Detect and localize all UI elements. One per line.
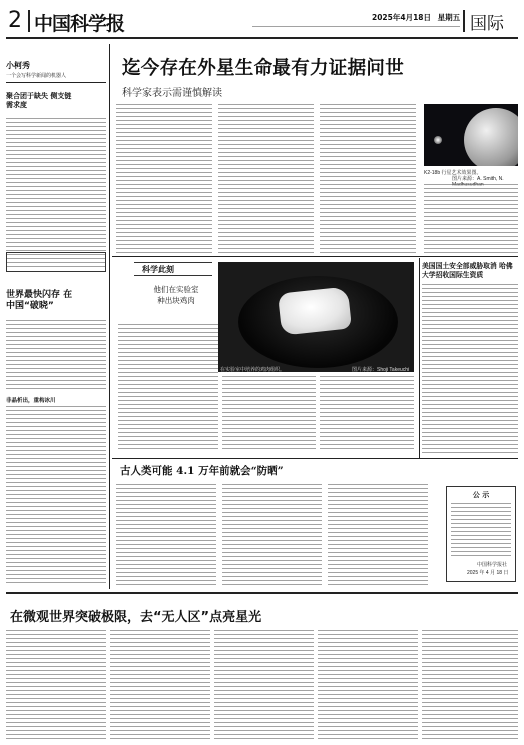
lead-body-col bbox=[116, 104, 212, 254]
sidebar bbox=[6, 44, 106, 589]
feature-body-col bbox=[222, 376, 316, 452]
story2-body-col bbox=[116, 484, 216, 586]
star-image bbox=[434, 136, 442, 144]
page-number: 2 bbox=[8, 8, 22, 33]
story2-top-rule bbox=[112, 458, 518, 459]
bottom-body-col bbox=[110, 630, 210, 740]
bottom-story bbox=[6, 596, 518, 742]
weekday: 星期五 bbox=[437, 13, 461, 22]
photo-caption: 在实验室中培养的鸡肉组织。 bbox=[220, 367, 286, 373]
feature-headline-line: 他们在实验室 bbox=[153, 285, 199, 294]
feature-headline bbox=[136, 284, 216, 306]
story2 bbox=[112, 460, 442, 588]
bottom-body-col bbox=[318, 630, 418, 740]
masthead-contact-line bbox=[252, 26, 460, 30]
notice-body bbox=[451, 503, 511, 557]
sidebar-story-headline: 世界最快闪存 在中国“破晓” bbox=[6, 290, 73, 311]
sidebar-rule bbox=[6, 82, 106, 83]
story2-body-col bbox=[328, 484, 428, 586]
feature-kicker: 科学此刻 bbox=[142, 265, 174, 274]
meat-image bbox=[278, 286, 352, 335]
right-story-headline: 美国国土安全部威胁取消 哈佛大学招收国际生资质 bbox=[422, 262, 513, 279]
feature-body-col bbox=[118, 324, 218, 452]
photo-credit: 图片来源：Shoji Takeuchi bbox=[352, 367, 410, 373]
story2-body-col bbox=[222, 484, 322, 586]
lead-story bbox=[112, 44, 518, 256]
lead-body-col bbox=[320, 104, 416, 254]
masthead bbox=[0, 0, 524, 40]
masthead-divider bbox=[28, 10, 30, 32]
right-story-body bbox=[422, 284, 518, 454]
ad-box bbox=[6, 252, 106, 272]
feature-kicker-box bbox=[134, 262, 212, 276]
notice-footer: 中国科学报社 bbox=[477, 562, 508, 568]
sidebar-story-body bbox=[6, 320, 106, 392]
lead-headline: 迄今存在外星生命最有力证据问世 bbox=[122, 58, 405, 79]
right-story bbox=[422, 258, 518, 458]
notice-title: 公 示 bbox=[472, 491, 490, 499]
section-divider bbox=[463, 10, 465, 32]
bottom-body-col bbox=[6, 630, 106, 740]
feature-headline-line: 种出块鸡肉 bbox=[157, 296, 195, 305]
notice-date: 2025 年 4 月 18 日 bbox=[467, 570, 509, 576]
masthead-rule bbox=[6, 37, 518, 39]
sidebar-column-rule bbox=[109, 44, 110, 589]
bottom-body-col bbox=[214, 630, 314, 740]
bottom-top-rule bbox=[6, 592, 518, 594]
newspaper-title: 中国科学报 bbox=[34, 13, 125, 35]
feature-story bbox=[112, 258, 416, 454]
right-column-rule bbox=[419, 258, 420, 458]
lead-subhead: 科学家表示需谨慎解读 bbox=[122, 88, 222, 99]
story2-headline: 古人类可能 4.1 万年前就会“防晒” bbox=[120, 465, 284, 477]
column-tag: 小柯秀 bbox=[6, 61, 30, 70]
section-label: 国际 bbox=[470, 14, 504, 34]
sidebar-story-body bbox=[6, 406, 106, 586]
issue-date bbox=[372, 12, 460, 23]
sidebar-story-headline: 非晶析出，重构冰川 bbox=[6, 398, 56, 404]
bottom-headline: 在微观世界突破极限，去“无人区”点亮星光 bbox=[10, 610, 262, 625]
lead-body-col bbox=[424, 184, 518, 254]
sidebar-story-headline: 聚合团于缺失 侧支链需求度 bbox=[6, 92, 72, 109]
lead-body-col bbox=[218, 104, 314, 254]
sidebar-story-body bbox=[6, 118, 106, 268]
planet-photo bbox=[424, 104, 518, 166]
column-subtitle: 一个会写科学新闻的机器人 bbox=[6, 73, 67, 79]
chicken-photo bbox=[218, 262, 414, 372]
feature-body-col bbox=[320, 376, 414, 452]
photo-caption: K2-18b 行星艺术效果图。 bbox=[424, 170, 482, 176]
bottom-body-col bbox=[422, 630, 518, 740]
date: 2025年4月18日 bbox=[372, 13, 432, 22]
planet-image bbox=[464, 108, 518, 166]
photo-credit: 图片来源：A. Smith, N. bbox=[452, 176, 504, 182]
notice-box bbox=[446, 486, 516, 582]
lead-bottom-rule bbox=[112, 256, 518, 257]
